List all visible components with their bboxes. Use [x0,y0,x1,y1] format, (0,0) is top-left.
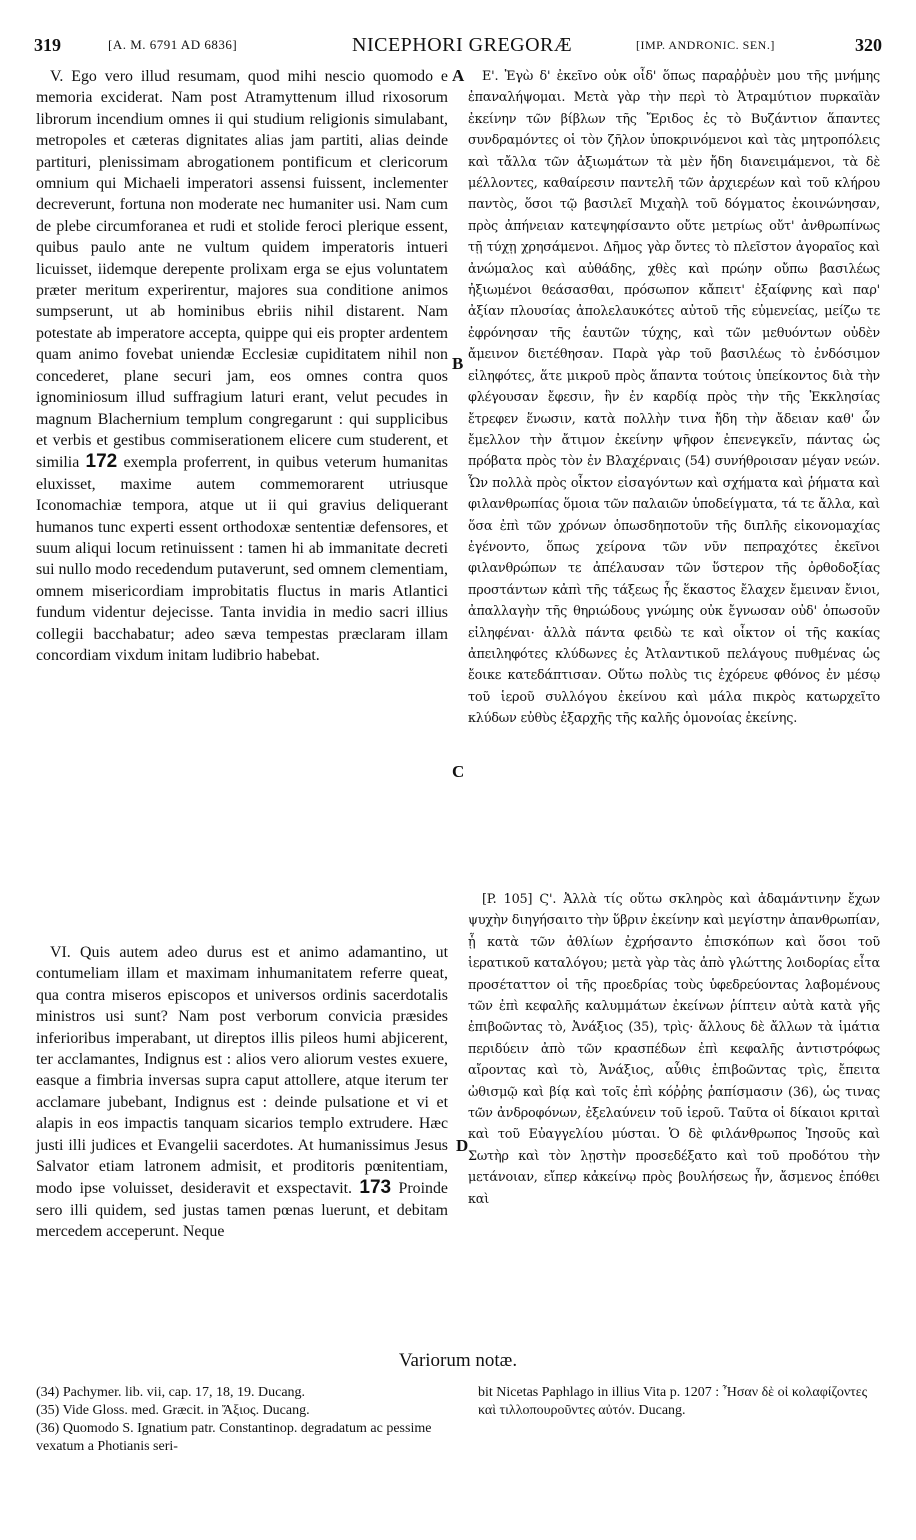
latin-text: exempla proferrent, in quibus veterum humanitas eluxisset, maxime autem commemorarent utriusque Iconomachiæ tempora, atque ut ii qui gravius deliquerant humanos tunc experti essent orthodoxæ sententiæ defensores, et suum aliqui locum retinuissent : tamen hi ab immanitate decreti sui nullo modo recedendum putaverunt, sed omnem clementiam, omnem misericordiam improbitatis fluctus in maris Atlantici fundum videntur dejecisse. Tanta invidia in medio sacri illius collegii bacchabatur; adeo sæva tempestas præclaram illam concordiam vixdum initam ludibrio habebat. [36,454,448,664]
latin-text: VI. Quis autem adeo durus est et animo adamantino, ut contumeliam illam et maximam inhumanitatem referre queat, qua contra miseros episcopos et universos ordinis sacerdotalis ministros usi sunt? Nam post verborum convicia præsides inferioribus imperabant, ut direptos illis pileos humi abjicerent, ter acclamantes, Indignus est : alios vero aliorum vestes exuere, easque a fimbria inversas supra caput attollere, atque iterum ter acclamare jubebant, Indignus est : deinde pulsatione et vi et alapis in eos impactis tanquam sicarios templo extrudere. Hæc justi illi judices et Evangelii sacerdotes. At humanissimus Jesus Salvator etiam latronem admisit, et proditoris pœnitentiam, modo ipse voluisset, desideravit et exspectavit. [36,944,448,1198]
margin-letter-d: D [456,1136,469,1155]
footnotes-right [478,1384,878,1420]
page-number-right: 320 [855,35,882,55]
latin-section-v [36,66,448,666]
notes-heading: Variorum notæ. [398,1350,518,1371]
page-marker: 172 [85,451,118,473]
footnote-36: (36) Quomodo S. Ignatium patr. Constantinop. degradatum ac pessime vexatum a Photianis seri- [36,1421,432,1454]
latin-section-vi [36,942,448,1243]
page-marker: 173 [359,1177,392,1199]
margin-letter-a: A [452,66,465,85]
footnotes-left [36,1384,456,1456]
greek-section-s [468,889,880,1210]
running-header [34,34,882,56]
greek-paragraph: Ε'. Ἐγὼ δ' ἐκεῖνο οὐκ οἶδ' ὅπως παραῤῥυὲν μου τῆς μνήμης ἐπαναλήψομαι. Μετὰ γὰρ τὴν περὶ τὸ Ἀτραμύτιον πυρκαϊὰν ἐκείνην τῶν βίβλων τῆς Ἔριδος ἐς τὸ Βυζάντιον ἅπαντες συνδραμόντες οἱ τὸν ζῆλον ὑποκρινόμενοι καὶ τὰς μητροπόλεις καὶ τἄλλα τῶν ἀξιωμάτων τὰ μὲν ἤδη διανειμάμενοι, τὰ δὲ μέλλοντες, καθαίρεσιν παντελῆ τῶν ἀρχιερέων καὶ τοῦ κλήρου παντὸς, ὅσοι τῷ βασιλεῖ Μιχαὴλ τοῦ δόγματος ἐκοινώνησαν, πρὸς ἀπήνειαν κατεψηφίσαντο οὔτε μετρίως οὔτ' ἀνθρωπίνως τῇ τύχῃ χρησάμενοι. Δῆμος γὰρ ὄντες τὸ πλεῖστον ἀγοραῖος καὶ ἀνώμαλος καὶ αὐθάδης, χθὲς καὶ πρώην οὔπω βασιλέως ἠξιωμένοι θεάσασθαι, πρόσωπον κἄπειτ' ἐξαίφνης καὶ παρ' ἀξίαν πλουσίας ἀπολελαυκότες αὐτοῦ τῆς εὐμενείας, μείζω τε ἐφρόνησαν τῆς ἑαυτῶν τύχης, καὶ τῶν μεθυόντων οὐδὲν ἄμεινον διετέθησαν. Παρὰ γὰρ τοῦ βασιλέως τὸ ἐνδόσιμον εἰληφότες, ἅτε μικροῦ πρὸς ἅπαντα τούτοις ὑπείκοντος διὰ τὴν φλέγουσαν ἔφεσιν, ἣν ἐν καρδίᾳ πρὸς τὴν τῆς Ἐκκλησίας ἔτρεφεν ἕνωσιν, κατὰ πολλὴν τινα ἤδη τὴν ἄδειαν καθ' ὧν ἔμελλον τὴν ἄτιμον ἐκείνην ψῆφον ἐπενεγκεῖν, πάντας ὡς πρόβατα πρὸς τὸν ἐν Βλαχέρναις (54) συνήθροισαν μέγαν νεών. Ὧν πολλὰ πρὸς οἶκτον εἰσαγόντων καὶ σχήματα καὶ ῥήματα καὶ φιλανθρωπίας ὅμοια τῶν παλαιῶν ὑποδείγματα, τά τε ἄλλα, καὶ ὅσα ἐπὶ τῶν χρόνων ὁπωσδηποτοῦν τῆς διπλῆς εἰκονομαχίας ἐγένοντο, ὅπως χείρονα τῶν νῦν πεπραχότες ἐκεῖνοι φιλανθρώπων τε ἀπέλαυσαν τῶν ὕστερον τῆς ὀρθοδοξίας προστάντων κἀπὶ τῆς τάξεως ἧς ἕκαστος ἔλαχεν ἔμειναν ἔνιοι, ἀπαλλαγὴν τῆς θηριώδους γνώμης οὐκ ἔγνωσαν οὐδ' ὁπωσοῦν εἰληφέναι· ἀλλὰ πάντα φειδὼ τε καὶ οἶκτον οἱ τῆς κακίας ἀπειληφότες κλύδωνες ἐς Ἀτλαντικοῦ πελάγους πυθμένας ὡς ἔοικε κατεδάπτισαν. Οὕτω πολὺς τις ἐχόρευε φθόνος ἐν μέσῳ τοῦ ἱεροῦ συλλόγου ἐκείνου καὶ μάλα πικρὸς κατωρχεῖτο κλύδων εὐθὺς ἐξαρχῆς τῆς καλῆς ὁμονοίας ἐκείνης. [468,69,880,727]
footnote-34: (34) Pachymer. lib. vii, cap. 17, 18, 19. Ducang. [36,1385,306,1400]
latin-paragraph [36,942,448,1243]
page-number-left: 319 [34,35,61,55]
greek-section-e [468,66,880,730]
latin-text: V. Ego vero illud resumam, quod mihi nescio quomodo e memoria exciderat. Nam post Atramyttenum illud rixosorum librorum incendium omnes ii qui studium religionis simulabant, metropoles et cæteras dignitates alias jam partiti, alias deinde partituri, plenissimam abrogationem pontificum et clericorum omnium qui Michaeli imperatori assensi fuissent, inclementer decreverunt, fortuna non moderate nec humaniter usi. Nam cum de plebe circumforanea et rudi et stolide feroci plerique essent, quibus paulo ante ne vultum quidem imperatoris intueri licuisset, iidemque derepente prolixam erga se ejus voluntatem præter meritum experirentur, majores sua conditione animos sumpserunt, ut ab hominibus ebriis nihil distarent. Nam potestate ab imperatore accepta, quippe qui eis propter ardentem quam animo fovebat uniendæ Ecclesiæ cupiditatem nihil non concederet, plane securi jam, eos omnes contra quos ignominiosum illud suffragium laturi erant, velut pecudes in magnum Blachernium templum congregarunt : qui supplicibus et verbis et gestibus commiserationem elicere cum studerent, et similia [36,68,448,472]
footnote-36-continued: bit Nicetas Paphlago in illius Vita p. 1207 : Ἦσαν δὲ οἱ κολαφίζοντες καὶ τιλλοπουροῦντες αὐτόν. Ducang. [478,1385,868,1418]
greek-paragraph: [P. 105] Ϛ'. Ἀλλὰ τίς οὕτω σκληρὸς καὶ ἀδαμάντινην ἔχων ψυχὴν διηγήσαιτο τὴν ὕβριν ἐκείνην καὶ μεγίστην ἀπανθρωπίαν, ᾗ κατὰ τῶν ἀθλίων ἐχρήσαντο ἐπισκόπων καὶ ὅσοι τοῦ ἱερατικοῦ καταλόγου; μετὰ γὰρ τὰς ἀπὸ γλώττης λοιδορίας εἶτα προσέταττον οἱ τῆς προεδρίας τοὺς ὑφεδρεύοντας λαβομένους τῶν ἐπὶ κεφαλῆς καλυμμάτων ἐκείνων ῥίπτειν αὐτὰ κατὰ γῆς ἐπιβοῶντας τὸ, Ἀνάξιος (35), τρὶς· ἄλλους δὲ ἄλλων τὰ ἱμάτια περιδύειν ἀπὸ τῶν κρασπέδων ἐπὶ κεφαλῆς ἀντιστρόφως αἴροντας καὶ τὸ, Ἀνάξιος, αὖθις ἐπιβοῶντας τρὶς, ἔπειτα ὠθισμῷ καὶ βίᾳ καὶ τοῖς ἐπὶ κόῤῥης ῥαπίσμασιν (36), ὡς τινας τῶν ἀνδροφόνων, ἐξελαύνειν τοῦ ἱεροῦ. Ταῦτα οἱ δίκαιοι κριταὶ καὶ τοῦ Εὐαγγελίου μύσται. Ὁ δὲ φιλάνθρωπος Ἰησοῦς καὶ Σωτὴρ καὶ τὸν λῃστὴν προσεδέξατο καὶ τοῦ προδότου τὴν μετάνοιαν, εἴπερ κἀκείνῳ πρὸς βουλήσεως ἦν, ἄσμενος ἐπόθει καὶ [468,892,880,1207]
margin-letter-c: C [452,762,465,781]
header-emperor: [IMP. ANDRONIC. SEN.] [636,38,775,52]
footnote-35: (35) Vide Gloss. med. Græcit. in Ἄξιος. Ducang. [36,1403,310,1418]
page-title: NICEPHORI GREGORÆ [352,34,573,56]
margin-letter-b: B [452,354,464,373]
latin-text: Proinde sero illi quidem, sed justas tamen pœnas luerunt, et debitam mercedem acceperunt. Neque [36,1180,448,1241]
header-date-range: [A. M. 6791 AD 6836] [108,37,238,52]
latin-paragraph [36,66,448,666]
